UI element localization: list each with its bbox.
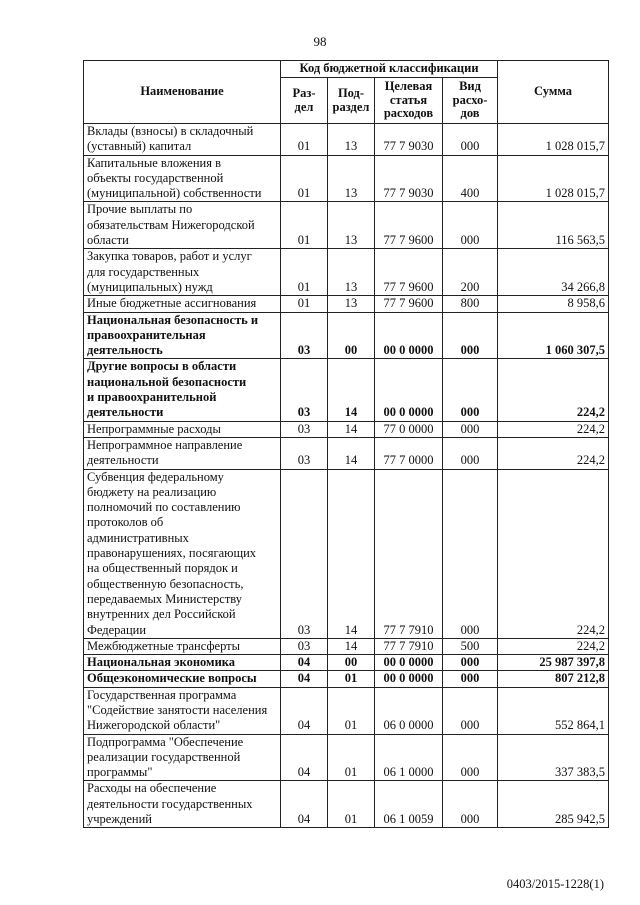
table-row xyxy=(84,781,609,828)
row-name: Национальная экономика xyxy=(84,655,281,671)
table-row xyxy=(84,687,609,734)
row-sum: 285 942,5 xyxy=(498,781,609,828)
row-name: Иные бюджетные ассигнования xyxy=(84,296,281,312)
table-row xyxy=(84,469,609,638)
row-section: 01 xyxy=(281,202,328,249)
row-expense-type: 000 xyxy=(443,671,498,687)
row-target: 06 0 0000 xyxy=(375,687,443,734)
row-target: 77 7 7910 xyxy=(375,469,443,638)
table-row xyxy=(84,421,609,437)
row-name: Прочие выплаты по обязательствам Нижегородской области xyxy=(84,202,281,249)
row-section: 03 xyxy=(281,437,328,469)
row-subsection: 01 xyxy=(328,781,375,828)
row-subsection: 01 xyxy=(328,687,375,734)
row-subsection: 14 xyxy=(328,469,375,638)
row-subsection: 13 xyxy=(328,202,375,249)
row-expense-type: 000 xyxy=(443,655,498,671)
header-section: Раз- дел xyxy=(281,78,328,124)
table-row xyxy=(84,655,609,671)
row-name: Вклады (взносы) в складочный (уставный) капитал xyxy=(84,124,281,156)
row-expense-type: 000 xyxy=(443,687,498,734)
row-expense-type: 000 xyxy=(443,781,498,828)
document-code: 0403/2015-1228(1) xyxy=(506,877,604,891)
row-target: 00 0 0000 xyxy=(375,655,443,671)
table-row xyxy=(84,202,609,249)
row-sum: 1 028 015,7 xyxy=(498,124,609,156)
row-target: 77 7 9600 xyxy=(375,249,443,296)
row-target: 06 1 0059 xyxy=(375,781,443,828)
row-sum: 224,2 xyxy=(498,421,609,437)
row-name: Непрограммные расходы xyxy=(84,421,281,437)
row-subsection: 00 xyxy=(328,312,375,359)
row-subsection: 13 xyxy=(328,249,375,296)
row-target: 00 0 0000 xyxy=(375,671,443,687)
row-target: 77 0 0000 xyxy=(375,421,443,437)
row-name: Государственная программа "Содействие занятости населения Нижегородской области" xyxy=(84,687,281,734)
row-section: 01 xyxy=(281,155,328,202)
table-row xyxy=(84,124,609,156)
row-section: 03 xyxy=(281,359,328,421)
row-section: 01 xyxy=(281,296,328,312)
row-name: Закупка товаров, работ и услуг для государственных (муниципальных) нужд xyxy=(84,249,281,296)
row-target: 06 1 0000 xyxy=(375,734,443,781)
row-section: 03 xyxy=(281,469,328,638)
table-row xyxy=(84,437,609,469)
table-row xyxy=(84,312,609,359)
row-expense-type: 800 xyxy=(443,296,498,312)
row-subsection: 01 xyxy=(328,671,375,687)
row-name: Расходы на обеспечение деятельности государственных учреждений xyxy=(84,781,281,828)
row-section: 04 xyxy=(281,781,328,828)
row-subsection: 13 xyxy=(328,155,375,202)
row-expense-type: 000 xyxy=(443,421,498,437)
row-target: 77 7 0000 xyxy=(375,437,443,469)
row-subsection: 14 xyxy=(328,421,375,437)
table-row xyxy=(84,249,609,296)
row-sum: 224,2 xyxy=(498,638,609,654)
row-section: 01 xyxy=(281,249,328,296)
row-section: 04 xyxy=(281,734,328,781)
row-target: 77 7 9600 xyxy=(375,296,443,312)
row-subsection: 14 xyxy=(328,638,375,654)
budget-table xyxy=(83,60,609,828)
row-target: 00 0 0000 xyxy=(375,359,443,421)
row-section: 03 xyxy=(281,312,328,359)
row-expense-type: 000 xyxy=(443,734,498,781)
row-section: 03 xyxy=(281,421,328,437)
row-target: 77 7 9600 xyxy=(375,202,443,249)
row-sum: 34 266,8 xyxy=(498,249,609,296)
row-sum: 116 563,5 xyxy=(498,202,609,249)
header-code-group: Код бюджетной классификации xyxy=(281,61,498,78)
row-sum: 25 987 397,8 xyxy=(498,655,609,671)
row-target: 00 0 0000 xyxy=(375,312,443,359)
row-target: 77 7 7910 xyxy=(375,638,443,654)
row-expense-type: 000 xyxy=(443,124,498,156)
row-expense-type: 000 xyxy=(443,202,498,249)
header-subsection: Под- раздел xyxy=(328,78,375,124)
row-subsection: 13 xyxy=(328,296,375,312)
header-name: Наименование xyxy=(84,61,281,124)
row-expense-type: 000 xyxy=(443,469,498,638)
table-row xyxy=(84,671,609,687)
row-subsection: 00 xyxy=(328,655,375,671)
row-name: Непрограммное направление деятельности xyxy=(84,437,281,469)
table-row xyxy=(84,155,609,202)
row-subsection: 14 xyxy=(328,437,375,469)
row-name: Другие вопросы в области национальной безопасности и правоохранительной деятельности xyxy=(84,359,281,421)
row-sum: 337 383,5 xyxy=(498,734,609,781)
row-sum: 224,2 xyxy=(498,437,609,469)
row-subsection: 01 xyxy=(328,734,375,781)
row-name: Подпрограмма "Обеспечение реализации государственной программы" xyxy=(84,734,281,781)
row-expense-type: 400 xyxy=(443,155,498,202)
row-section: 04 xyxy=(281,655,328,671)
row-target: 77 7 9030 xyxy=(375,124,443,156)
row-target: 77 7 9030 xyxy=(375,155,443,202)
row-sum: 1 060 307,5 xyxy=(498,312,609,359)
row-sum: 224,2 xyxy=(498,469,609,638)
row-section: 04 xyxy=(281,671,328,687)
row-name: Межбюджетные трансферты xyxy=(84,638,281,654)
row-name: Общеэкономические вопросы xyxy=(84,671,281,687)
row-name: Национальная безопасность и правоохранительная деятельность xyxy=(84,312,281,359)
table-row xyxy=(84,734,609,781)
row-subsection: 14 xyxy=(328,359,375,421)
row-subsection: 13 xyxy=(328,124,375,156)
row-expense-type: 500 xyxy=(443,638,498,654)
row-sum: 807 212,8 xyxy=(498,671,609,687)
table-row xyxy=(84,638,609,654)
header-expense-type: Вид расхо- дов xyxy=(443,78,498,124)
header-sum: Сумма xyxy=(498,61,609,124)
row-expense-type: 000 xyxy=(443,359,498,421)
row-section: 01 xyxy=(281,124,328,156)
table-header xyxy=(84,61,609,124)
row-expense-type: 000 xyxy=(443,312,498,359)
row-name: Субвенция федеральному бюджету на реализацию полномочий по составлению протоколов об административных правонарушениях, посягающих на общественный порядок и общественную безопасность, передаваемых Министерству внутренних дел Российской Федерации xyxy=(84,469,281,638)
row-sum: 552 864,1 xyxy=(498,687,609,734)
row-sum: 8 958,6 xyxy=(498,296,609,312)
table-row xyxy=(84,296,609,312)
row-name: Капитальные вложения в объекты государственной (муниципальной) собственности xyxy=(84,155,281,202)
row-section: 03 xyxy=(281,638,328,654)
row-sum: 224,2 xyxy=(498,359,609,421)
row-expense-type: 000 xyxy=(443,437,498,469)
table-body xyxy=(84,124,609,828)
header-target: Целевая статья расходов xyxy=(375,78,443,124)
row-expense-type: 200 xyxy=(443,249,498,296)
page-number: 98 xyxy=(313,34,327,49)
table-row xyxy=(84,359,609,421)
row-section: 04 xyxy=(281,687,328,734)
row-sum: 1 028 015,7 xyxy=(498,155,609,202)
